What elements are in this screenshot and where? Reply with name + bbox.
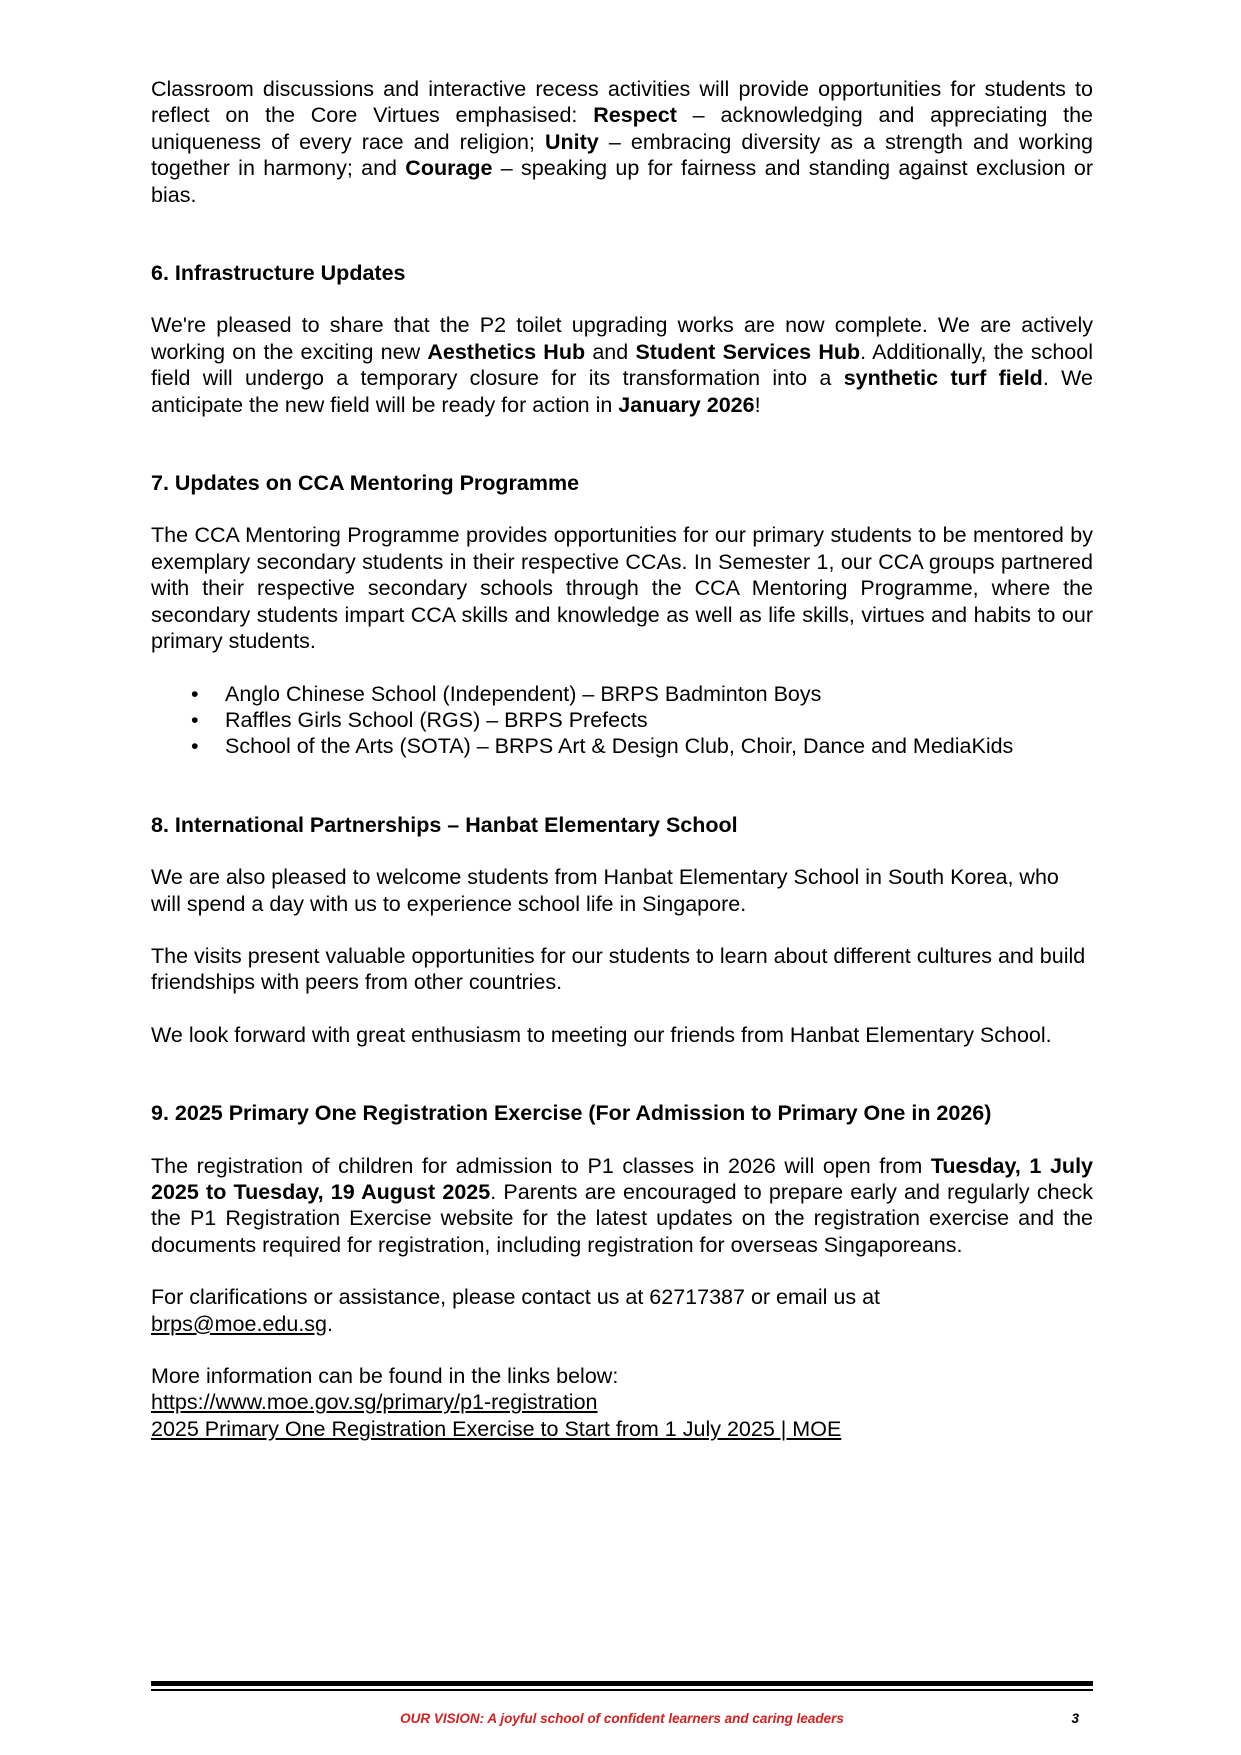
list-item: • Raffles Girls School (RGS) – BRPS Prefects — [191, 707, 648, 732]
moe-press-release-link[interactable]: 2025 Primary One Registration Exercise to Start from 1 July 2025 | MOE — [151, 1416, 842, 1441]
section-7-heading: 7. Updates on CCA Mentoring Programme — [151, 471, 580, 496]
page-number: 3 — [1071, 1711, 1079, 1726]
section-8-paragraph-2: The visits present valuable opportunities for our students to learn about different cultures and build friendships with peers from other countries. — [151, 943, 1086, 995]
virtue-unity: Unity — [545, 129, 599, 154]
list-item: • School of the Arts (SOTA) – BRPS Art & Design Club, Choir, Dance and MediaKids — [191, 734, 1014, 759]
document-body — [151, 76, 1093, 1442]
section-8-paragraph-3: We look forward with great enthusiasm to meeting our friends from Hanbat Elementary School. — [151, 1022, 1052, 1047]
bullet-icon: • — [191, 681, 199, 706]
list-item: • Anglo Chinese School (Independent) – BRPS Badminton Boys — [191, 681, 822, 706]
bullet-icon: • — [191, 734, 199, 759]
links-paragraph: More information can be found in the links below: https://www.moe.gov.sg/primary/p1-registration 2025 Primary One Registration Exercise to Start from 1 July 2025 | MOE — [151, 1364, 842, 1441]
section-7-paragraph: The CCA Mentoring Programme provides opportunities for our primary students to be mentored by exemplary secondary students in their respective CCAs. In Semester 1, our CCA groups partnered with their respective secondary schools through the CCA Mentoring Programme, where the secondary students impart CCA skills and knowledge as well as life skills, virtues and habits to our primary students. — [151, 523, 1093, 654]
email-link[interactable]: brps@moe.edu.sg — [151, 1311, 327, 1336]
registration-dates: Tuesday, 1 July 2025 to Tuesday, 19 August 2025 — [151, 1153, 1093, 1204]
p1-registration-link[interactable]: https://www.moe.gov.sg/primary/p1-registration — [151, 1390, 598, 1415]
section-8-heading: 8. International Partnerships – Hanbat Elementary School — [151, 812, 738, 837]
section-9-paragraph: The registration of children for admission to P1 classes in 2026 will open from Tuesday, 1 July 2025 to Tuesday, 19 August 2025. Parents are encouraged to prepare early and regularly check the P1 Registration Exercise website for the latest updates on the registration exercise and the documents required for registration, including registration for overseas Singaporeans. — [151, 1153, 1093, 1257]
section-6-paragraph: We're pleased to share that the P2 toilet upgrading works are now complete. We are actively working on the exciting new Aesthetics Hub and Student Services Hub. Additionally, the school field will undergo a temporary closure for its transformation into a synthetic turf field. We anticipate the new field will be ready for action in January 2026! — [151, 313, 1093, 417]
vision-statement: OUR VISION: A joyful school of confident learners and caring leaders — [400, 1711, 844, 1726]
virtue-respect: Respect — [593, 103, 677, 128]
footer-rule-thick — [151, 1681, 1093, 1686]
virtue-courage: Courage — [405, 156, 493, 181]
section-8-paragraph-1: We are also pleased to welcome students from Hanbat Elementary School in South Korea, who will spend a day with us to experience school life in Singapore. — [151, 865, 1059, 916]
footer-rule-thin — [151, 1689, 1093, 1691]
intro-paragraph: Classroom discussions and interactive recess activities will provide opportunities for students to reflect on the Core Virtues emphasised: Respect – acknowledging and appreciating the uniqueness of every race and religion; Unity – embracing diversity as a strength and working together in harmony; and Courage – speaking up for fairness and standing against exclusion or bias. — [151, 77, 1093, 207]
contact-paragraph: For clarifications or assistance, please contact us at 62717387 or email us at brps@moe.edu.sg. — [151, 1285, 880, 1336]
section-6-heading: 6. Infrastructure Updates — [151, 261, 406, 286]
mentoring-list — [151, 681, 1093, 760]
section-9-heading: 9. 2025 Primary One Registration Exercise (For Admission to Primary One in 2026) — [151, 1101, 992, 1126]
bullet-icon: • — [191, 707, 199, 732]
